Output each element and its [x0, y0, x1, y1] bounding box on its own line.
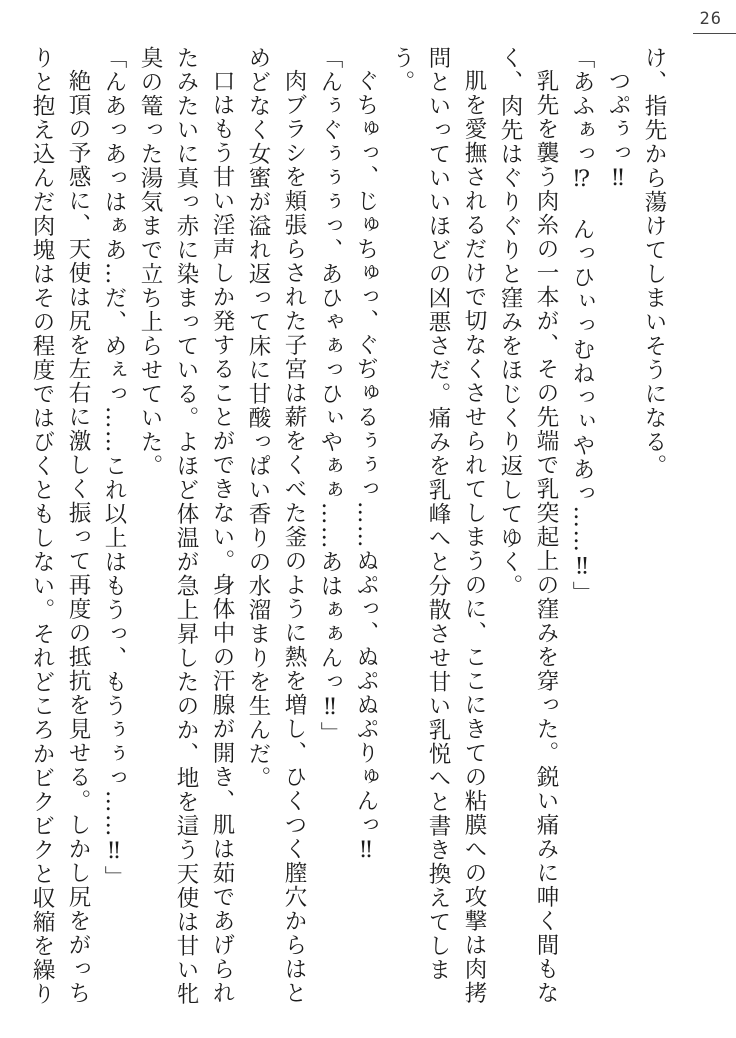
dialogue-paragraph: 「んぅぐぅぅぅっ、あひゃぁっひぃやぁぁ……あはぁぁんっ‼」	[317, 46, 343, 746]
paragraph: 口はもう甘い淫声しか発することができない。身体中の汗腺が開き、肌は茹であげられたみたいに真っ赤に染まっている。よほど体温が急上昇したのか、地を這う天使は甘い牝臭の篭った湯気まで立ち上らせていた。	[137, 46, 235, 1006]
dialogue-paragraph: 「んあっあっはぁあ…だ、めぇっ……これ以上はもうっ、もうぅぅっ……‼」	[101, 46, 127, 890]
paragraph: け、指先から蕩けてしまいそうになる。	[641, 46, 667, 478]
body-text	[29, 46, 672, 1008]
paragraph: 乳先を襲う肉糸の一本が、その先端で乳突起上の窪みを穿った。鋭い痛みに呻く間もなく、肉先はぐりぐりと窪みをほじくり返してゆく。	[497, 46, 559, 1005]
dialogue-paragraph: 「あふぁっ⁉ んっひぃっむねっぃやあっ……‼」	[569, 46, 595, 605]
paragraph: 絶頂の予感に、天使は尻を左右に激しく振って再度の抵抗を見せる。しかし尻をがっちりと抱え込んだ肉塊はその程度ではびくともしない。それどころかビクビクと収縮を繰り	[29, 46, 91, 1006]
page-number: 26	[699, 9, 722, 29]
paragraph: ぐちゅっ、じゅちゅっ、ぐぢゅるぅぅっ……ぬぷっ、ぬぷぬぷりゅんっ‼	[353, 68, 379, 864]
paragraph: つぷぅっ‼	[605, 68, 631, 192]
paragraph: 肌を愛撫されるだけで切なくさせられてしまうのに、ここにきての粘膜への攻撃は肉拷問といっていいほどの凶悪さだ。痛みを乳峰へと分散させ甘い乳悦へと書き換えてしまう。	[389, 46, 487, 1005]
paragraph: 肉ブラシを頬張らされた子宮は薪をくべた釜のように熱を増し、ひくつく膣穴からはとめどなく女蜜が溢れ返って床に甘酸っぱい香りの水溜まりを生んだ。	[245, 46, 307, 1005]
page-number-rule	[693, 33, 736, 34]
